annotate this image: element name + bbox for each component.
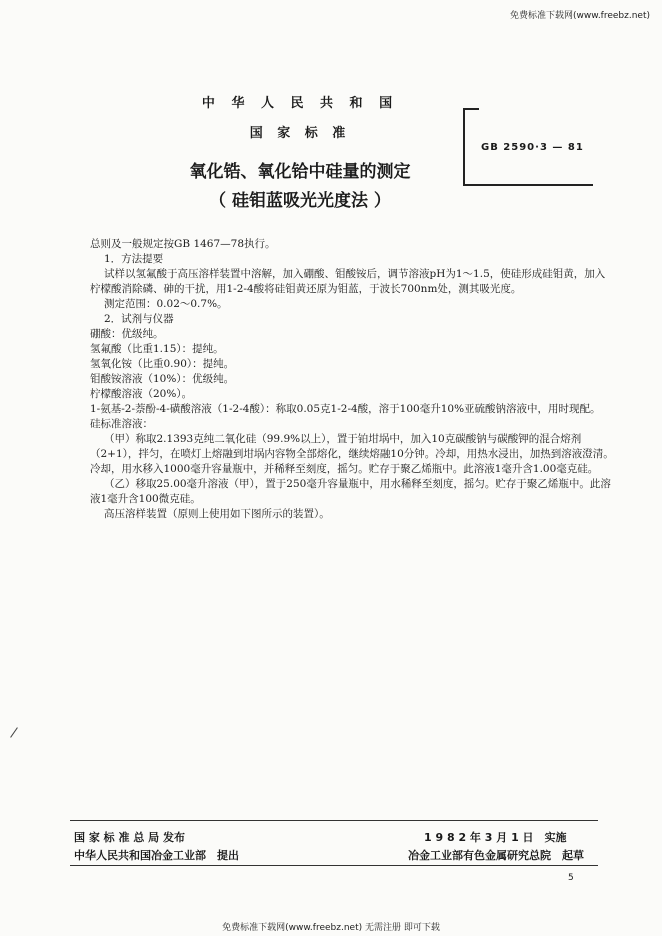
implementation-date: 1 9 8 2 年 3 月 1 日 实施 <box>424 831 567 844</box>
footer-bottom-rule <box>70 865 598 866</box>
standard-code: GB 2590·3 — 81 <box>481 142 584 153</box>
section-1-text: 试样以氢氟酸于高压溶样装置中溶解，加入硼酸、钼酸铵后，调节溶液pH为1～1.5，使硅形成硅钼黄，加入柠檬酸消除磷、砷的干扰，用1-2-4酸将硅钼黄还原为钼蓝，于波长700nm处，测其吸光度。 <box>90 268 606 295</box>
standard-type-heading: 国 家 标 准 <box>249 126 351 141</box>
document-subtitle: （ 硅钼蓝吸光光度法 ） <box>209 191 391 211</box>
reagent-item: 硼酸：优级纯。 <box>90 328 164 340</box>
standard-code-box <box>463 108 593 186</box>
standard-solution-b: （乙）移取25.00毫升溶液（甲），置于250毫升容量瓶中，用水稀释至刻度，摇匀。贮存于聚乙烯瓶中。此溶液1毫升含100微克硅。 <box>90 478 611 505</box>
reagent-item: 氢氟酸（比重1.15）：提纯。 <box>90 343 224 355</box>
country-heading: 中 华 人 民 共 和 国 <box>201 96 399 111</box>
section-1-heading: 1．方法提要 <box>104 253 164 265</box>
bottom-watermark: 免费标准下载网(www.freebz.net) 无需注册 即可下载 <box>222 923 440 933</box>
box-corner-tick <box>465 108 479 110</box>
reagent-item: 钼酸铵溶液（10%）：优级纯。 <box>90 373 235 385</box>
scan-mark <box>10 727 18 737</box>
reagent-item: 柠檬酸溶液（20%）。 <box>90 388 193 400</box>
section-1-range: 测定范围：0.02～0.7%。 <box>104 298 228 310</box>
section-2-heading: 2．试剂与仪器 <box>104 313 174 325</box>
document-body <box>90 237 614 522</box>
page-number: 5 <box>568 873 574 883</box>
reagent-item: 硅标准溶液： <box>90 418 153 430</box>
reagent-item: 1-氨基-2-萘酚-4-磺酸溶液（1-2-4酸）：称取0.05克1-2-4酸，溶于100毫升10%亚硫酸钠溶液中，用时现配。 <box>90 403 601 415</box>
issuer-line: 国 家 标 准 总 局 发布 <box>74 831 185 844</box>
document-title: 氧化锆、氧化铪中硅量的测定 <box>189 162 411 182</box>
top-watermark: 免费标准下载网(www.freebz.net) <box>510 11 650 21</box>
apparatus-text: 高压溶样装置（原则上使用如下图所示的装置）。 <box>104 508 330 520</box>
proposer: 中华人民共和国冶金工业部 提出 <box>74 849 239 862</box>
standard-solution-a: （甲）称取2.1393克纯二氧化硅（99.9%以上），置于铂坩埚中，加入10克碳酸钠与碳酸钾的混合熔剂（2+1），拌匀，在喷灯上熔融到坩埚内容物全部熔化，继续熔融10分钟。冷却，用热水浸出，加热到溶液澄清。冷却，用水移入1000毫升容量瓶中，并稀释至刻度，摇匀。贮存于聚乙烯瓶中。此溶液1毫升含1.00毫克硅。 <box>90 433 614 475</box>
general-rule-text: 总则及一般规定按GB 1467—78执行。 <box>90 238 276 250</box>
footer-top-rule <box>70 820 598 821</box>
drafter: 冶金工业部有色金属研究总院 起草 <box>408 849 584 862</box>
reagent-item: 氢氧化铵（比重0.90）：提纯。 <box>90 358 235 370</box>
